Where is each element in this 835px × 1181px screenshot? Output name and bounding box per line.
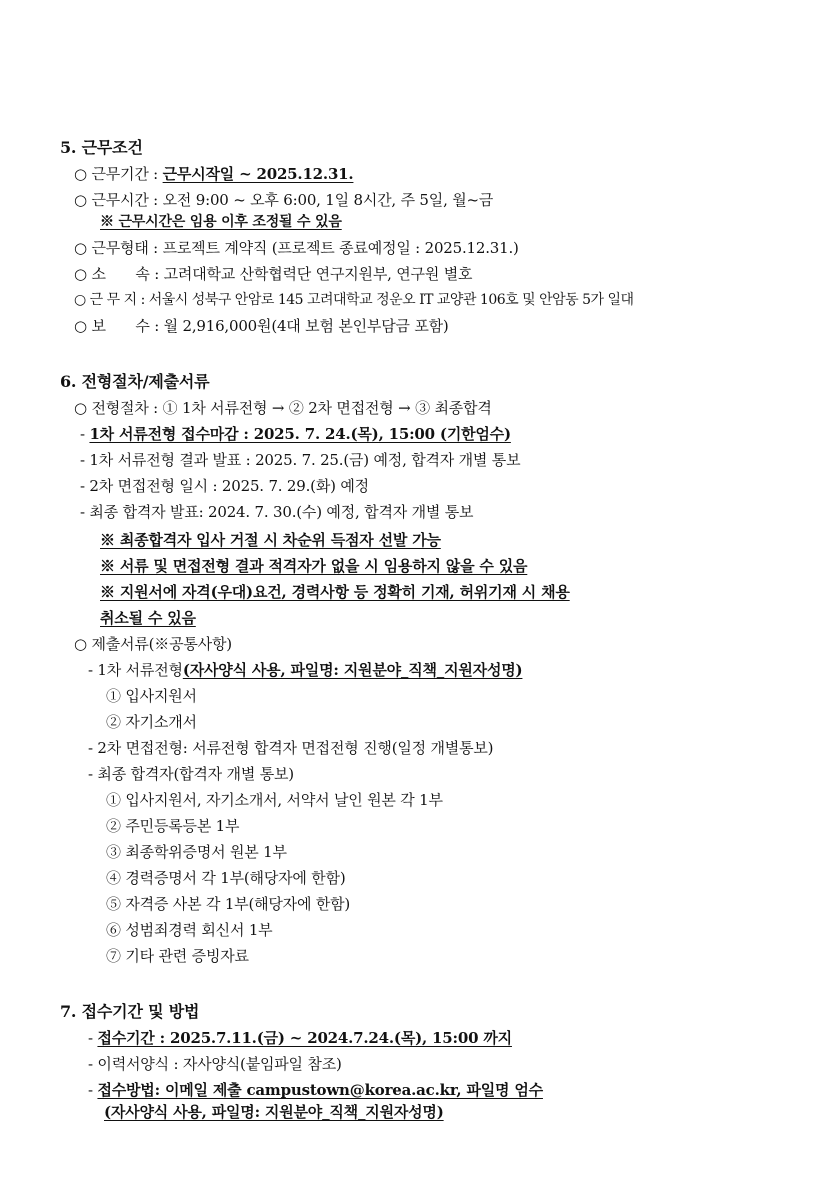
application-period — [88, 1028, 512, 1048]
second-interview: - 2차 면접전형: 서류전형 합격자 면접전형 진행(일정 개별통보) — [88, 739, 494, 757]
first-result: - 1차 서류전형 결과 발표 : 2025. 7. 25.(금) 예정, 합격자 개별 통보 — [80, 451, 521, 469]
first-screening-rule: (자사양식 사용, 파일명: 지원분야_직책_지원자성명) — [182, 661, 523, 679]
selection-process: ○ 전형절차 : ① 1차 서류전형 → ② 2차 면접전형 → ③ 최종합격 — [74, 399, 492, 417]
final-doc-3: ③ 최종학위증명서 원본 1부 — [106, 843, 287, 861]
work-type: ○ 근무형태 : 프로젝트 계약직 (프로젝트 종료예정일 : 2025.12.31.) — [74, 239, 519, 257]
work-location: ○ 근 무 지 : 서울시 성북구 안암로 145 고려대학교 정운오 IT 교양관 106호 및 안암동 5가 일대 — [74, 292, 634, 308]
final-doc-5: ⑤ 자격증 사본 각 1부(해당자에 한함) — [106, 895, 351, 913]
section-6-title: 6. 전형절차/제출서류 — [60, 372, 210, 391]
application-method-dash: - — [88, 1081, 98, 1099]
doc-application: ① 입사지원서 — [106, 687, 197, 705]
work-hours: ○ 근무시간 : 오전 9:00 ~ 오후 6:00, 1일 8시간, 주 5일, 월~금 — [74, 191, 494, 209]
doc-self-intro: ② 자기소개서 — [106, 713, 197, 731]
final-doc-1: ① 입사지원서, 자기소개서, 서약서 날인 원본 각 1부 — [106, 791, 443, 809]
work-period-value: 근무시작일 ~ 2025.12.31. — [162, 165, 354, 183]
section-7-title: 7. 접수기간 및 방법 — [60, 1002, 200, 1021]
application-method-text: 접수방법: 이메일 제출 campustown@korea.ac.kr, 파일명 엄수 — [97, 1081, 543, 1099]
work-period — [74, 164, 353, 184]
final-doc-2: ② 주민등록등본 1부 — [106, 817, 240, 835]
application-method — [88, 1080, 543, 1100]
final-announcement: - 최종 합격자 발표: 2024. 7. 30.(수) 예정, 합격자 개별 통보 — [80, 503, 474, 521]
salary: ○ 보 수 : 월 2,916,000원(4대 보험 본인부담금 포함) — [74, 317, 449, 335]
affiliation: ○ 소 속 : 고려대학교 산학협력단 연구지원부, 연구원 별호 — [74, 265, 473, 283]
first-screening-label: - 1차 서류전형 — [88, 661, 183, 679]
note-3b: 취소될 수 있음 — [100, 609, 196, 627]
work-period-label: ○ 근무기간 : — [74, 165, 163, 183]
final-doc-4: ④ 경력증명서 각 1부(해당자에 한함) — [106, 869, 346, 887]
note-1: ※ 최종합격자 입사 거절 시 차순위 득점자 선발 가능 — [100, 531, 441, 549]
first-screening-docs — [88, 660, 522, 680]
resume-form: - 이력서양식 : 자사양식(붙임파일 참조) — [88, 1055, 342, 1073]
application-method-filename: (자사양식 사용, 파일명: 지원분야_직책_지원자성명) — [104, 1103, 444, 1121]
deadline-text: 1차 서류전형 접수마감 : 2025. 7. 24.(목), 15:00 (기한엄수) — [89, 425, 511, 443]
application-period-dash: - — [88, 1029, 98, 1047]
note-2: ※ 서류 및 면접전형 결과 적격자가 없을 시 임용하지 않을 수 있음 — [100, 557, 528, 575]
note-3a: ※ 지원서에 자격(우대)요건, 경력사항 등 정확히 기재, 허위기재 시 채용 — [100, 583, 570, 601]
deadline-line — [80, 424, 511, 444]
final-doc-7: ⑦ 기타 관련 증빙자료 — [106, 947, 249, 965]
section-5-title: 5. 근무조건 — [60, 138, 143, 157]
work-hours-note: ※ 근무시간은 임용 이후 조정될 수 있음 — [100, 214, 342, 230]
final-applicant-docs: - 최종 합격자(합격자 개별 통보) — [88, 765, 294, 783]
deadline-dash: - — [80, 425, 90, 443]
final-doc-6: ⑥ 성범죄경력 회신서 1부 — [106, 921, 273, 939]
documents-title: ○ 제출서류(※공통사항) — [74, 635, 232, 653]
interview-date: - 2차 면접전형 일시 : 2025. 7. 29.(화) 예정 — [80, 477, 369, 495]
application-period-text: 접수기간 : 2025.7.11.(금) ~ 2024.7.24.(목), 15:00 까지 — [97, 1029, 512, 1047]
